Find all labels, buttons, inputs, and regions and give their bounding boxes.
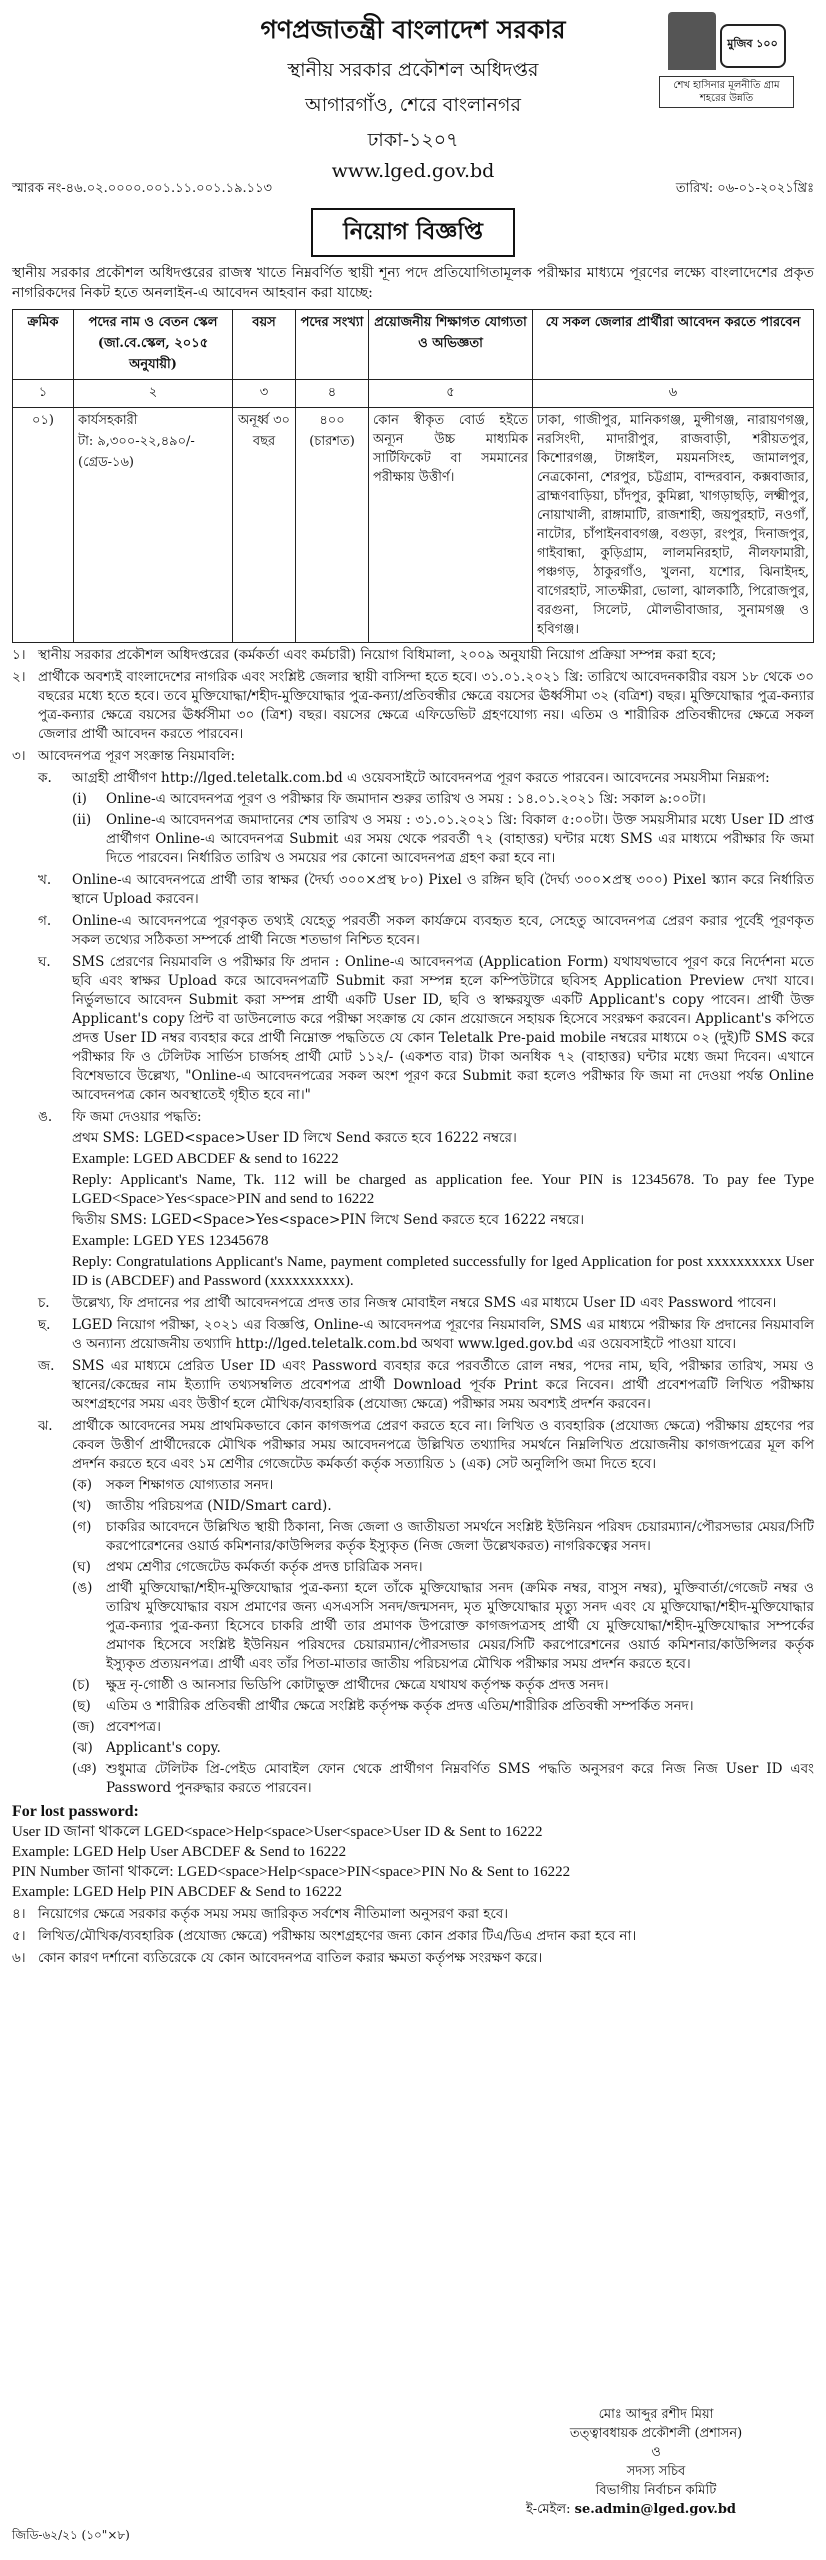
email-link[interactable]: se.admin@lged.gov.bd: [574, 2502, 737, 2517]
cell-serial: ০১): [13, 408, 74, 643]
condition-item: ৪। নিয়োগের ক্ষেত্রে সরকার কর্তৃক সময় সময় জারিকৃত সর্বশেষ নীতিমালা অনুসরণ করা হবে।: [12, 1906, 509, 1922]
lost-password-line: PIN Number জানা থাকলে: LGED<space>Help<space>PIN<space>PIN No & Sent to 16222: [12, 1864, 571, 1880]
sub-item: জ. SMS এর মাধ্যমে প্রেরিত User ID এবং Password ব্যবহার করে পরবর্তীতে রোল নম্বর, পদের নাম, ছবি, পরীক্ষার তারিখ, সময় ও স্থানের/কেন্দ্রের নাম ইত্যাদি তথ্যসম্বলিত প্রবেশপত্র প্রার্থী Download পূর্বক Print করে নিবেন। প্রার্থী প্রবেশপত্রটি লিখিত পরীক্ষায় অংশগ্রহণের সময় এবং উত্তীর্ণ হলে মৌখিক/ব্যবহারিক (প্রযোজ্য ক্ষেত্রে) পরীক্ষার সময় অবশ্যই প্রদর্শন করবেন।: [38, 1358, 814, 1412]
document-list-item: (ঝ) Applicant's copy.: [72, 1740, 221, 1756]
intro-paragraph: স্থানীয় সরকার প্রকৌশল অধিদপ্তরের রাজস্ব খাতে নিম্নবর্ণিত স্থায়ী শূন্য পদে প্রতিযোগিতামূলক পরীক্ষার মাধ্যমে পূরণের লক্ষ্যে বাংলাদেশের প্রকৃত নাগরিকদের নিকট হতে অনলাইন-এ আবেদন আহবান করা যাচ্ছে:: [12, 265, 814, 301]
lost-password-line: Example: LGED Help User ABCDEF & Send to 16222: [12, 1844, 347, 1860]
signatory-name: মোঃ আব্দুর রশীদ মিয়া: [598, 2407, 714, 2422]
lost-password-section: [12, 1802, 814, 1902]
memo-row: [12, 179, 814, 200]
logo-slogan: শেখ হাসিনার মূলনীতি গ্রাম শহরের উন্নতি: [659, 76, 794, 108]
table-number-row: [13, 380, 814, 408]
condition-item: ২। প্রার্থীকে অবশ্যই বাংলাদেশের নাগরিক এবং সংশ্লিষ্ট জেলার স্থায়ী বাসিন্দা হতে হবে। ৩১.০১.২০২১ খ্রি: তারিখে আবেদনকারীর বয়স ১৮ থেকে ৩০ বছরের মধ্যে হতে হবে। তবে মুক্তিযোদ্ধা/শহীদ-মুক্তিযোদ্ধার পুত্র-কন্যা/প্রতিবন্ধীর ক্ষেত্রে বয়সের ঊর্ধ্বসীমা ৩২ (বত্রিশ) বছর। মুক্তিযোদ্ধার পুত্র-কন্যার পুত্র-কন্যার ক্ষেত্রে বয়সের ঊর্ধ্বসীমা ৩০ (ত্রিশ) বছর। বয়সের ক্ষেত্রে এফিডেভিট গ্রহণযোগ্য নয়। এতিম ও শারীরিক প্রতিবন্ধীদের ক্ষেত্রে সকল জেলার প্রার্থী আবেদন করতে পারবেন।: [12, 669, 814, 742]
condition-item: ৬। কোন কারণ দর্শানো ব্যতিরেকে যে কোন আবেদনপত্র বাতিল করার ক্ষমতা কর্তৃপক্ষ সংরক্ষণ করে।: [12, 1950, 543, 1966]
sub-sub-item: (ii) Online-এ আবেদনপত্র জমাদানের শেষ তারিখ ও সময় : ৩১.০১.২০২১ খ্রি: বিকাল ৫:০০টা। উক্ত সময়সীমার মধ্যে User ID প্রাপ্ত প্রার্থীগণ Online-এ আবেদনপত্র Submit এর সময় থেকে পরবর্তী ৭২ (বাহাত্তর) ঘন্টার মধ্যে SMS এর মাধ্যমে পরীক্ষার ফি জমা দিতে পারবেন। নির্ধারিত তারিখ ও সময়ের পর কোনো আবেদনপত্র গ্রহণ করা হবে না।: [72, 812, 814, 866]
department-name: স্থানীয় সরকার প্রকৌশল অধিদপ্তর: [287, 59, 539, 81]
sms-example: Example: LGED ABCDEF & send to 16222: [72, 1151, 339, 1167]
memo-date: তারিখ: ০৬-০১-২০২১খ্রিঃ: [675, 181, 814, 196]
col-number: ৩: [233, 380, 296, 408]
document-list-item: (ছ) এতিম ও শারীরিক প্রতিবন্ধী প্রার্থীর ক্ষেত্রে সংশ্লিষ্ট কর্তৃপক্ষ কর্তৃক প্রদত্ত এতিম/শারীরিক প্রতিবন্ধী সম্পর্কিত সনদ।: [72, 1698, 694, 1714]
col-header-serial: ক্রমিক: [13, 310, 74, 380]
table-header-row: [13, 310, 814, 380]
col-header-districts: যে সকল জেলার প্রার্থীরা আবেদন করতে পারবেন: [533, 310, 814, 380]
notice-title: নিয়োগ বিজ্ঞপ্তি: [311, 208, 515, 257]
committee-name: বিভাগীয় নির্বাচন কমিটি: [595, 2483, 717, 2498]
col-number: ২: [74, 380, 233, 408]
sub-item: গ. Online-এ আবেদনপত্রে পূরণকৃত তথ্যই যেহেতু পরবর্তী সকল কার্যক্রমে ব্যবহৃত হবে, সেহেতু আবেদনপত্র প্রেরণ করার পূর্বেই পূরণকৃত সকল তথ্যের সঠিকতা সম্পর্কে প্রার্থী নিজে শতভাগ নিশ্চিত হবেন।: [38, 913, 814, 948]
col-header-count: পদের সংখ্যা: [296, 310, 369, 380]
cell-age: অনূর্ধ্ব ৩০ বছর: [233, 408, 296, 643]
final-conditions: [12, 1905, 814, 1968]
sub-item: ঙ. ফি জমা দেওয়ার পদ্ধতি:: [38, 1109, 202, 1125]
cell-qualification: কোন স্বীকৃত বোর্ড হইতে অন্যূন উচ্চ মাধ্যমিক সার্টিফিকেট বা সমমানের পরীক্ষায় উত্তীর্ণ।: [369, 408, 533, 643]
document-list-item: (খ) জাতীয় পরিচয়পত্র (NID/Smart card).: [72, 1498, 332, 1514]
sub-item: ছ. LGED নিয়োগ পরীক্ষা, ২০২১ এর বিজ্ঞপ্তি, Online-এ আবেদনপত্র পূরণের নিয়মাবলি, SMS এর মাধ্যমে পরীক্ষার ফি প্রদানের নিয়মাবলি ও অন্যান্য প্রয়োজনীয় তথ্যাদি http://lged.teletalk.com.bd অথবা www.lged.gov.bd এর ওয়েবসাইটে পাওয়া যাবে।: [38, 1317, 814, 1352]
portrait-image: [668, 12, 716, 70]
signatory-and: ও: [651, 2445, 661, 2460]
sub-sub-item: (i) Online-এ আবেদনপত্র পূরণ ও পরীক্ষার ফি জমাদান শুরুর তারিখ ও সময় : ১৪.০১.২০২১ খ্রি: সকাল ৯:০০টা।: [72, 791, 706, 807]
sub-item: খ. Online-এ আবেদনপত্রে প্রার্থী তার স্বাক্ষর (দৈর্ঘ্য ৩০০×প্রস্থ ৮০) Pixel ও রঙ্গিন ছবি (দৈর্ঘ্য ৩০০×প্রস্থ ৩০০) Pixel স্ক্যান করে নির্ধারিত স্থানে Upload করবেন।: [38, 872, 814, 907]
document-list-item: (জ) প্রবেশপত্র।: [72, 1719, 161, 1735]
condition-item: ৫। লিখিত/মৌখিক/ব্যবহারিক (প্রযোজ্য ক্ষেত্রে) পরীক্ষায় অংশগ্রহণের জন্য কোন প্রকার টিএ/ডিএ প্রদান করা হবে না।: [12, 1928, 637, 1944]
sub-item: ঝ. প্রার্থীকে আবেদনের সময় প্রাথমিকভাবে কোন কাগজপত্র প্রেরণ করতে হবে না। লিখিত ও ব্যবহারিক (প্রযোজ্য ক্ষেত্রে) পরীক্ষায় গ্রহণের পর কেবল উত্তীর্ণ প্রার্থীদেরকে মৌখিক পরীক্ষার সময় আবেদনপত্রে উল্লিখিত তথ্যাদির সমর্থনে নিম্নলিখিত প্রয়োজনীয় কাগজপত্রের মূল কপি প্রদর্শন করতে হবে এবং ১ম শ্রেণীর গেজেটেড কর্মকর্তা কর্তৃক সত্যায়িত ১ (এক) সেট অনুলিপি জমা দিতে হবে।: [38, 1418, 814, 1472]
condition-item: ৩। আবেদনপত্র পূরণ সংক্রান্ত নিয়মাবলি:: [12, 748, 236, 764]
cell-post: কার্যসহকারী টা: ৯,৩০০-২২,৪৯০/- (গ্রেড-১৬): [74, 408, 233, 643]
sms-example: Example: LGED YES 12345678: [72, 1233, 269, 1249]
sub-item: চ. উল্লেখ্য, ফি প্রদানের পর প্রার্থী আবেদনপত্রে প্রদত্ত তার নিজস্ব মোবাইল নম্বরে SMS এর মাধ্যমে User ID এবং Password পাবেন।: [38, 1295, 777, 1311]
mujib-100-logo: [659, 12, 794, 108]
lost-password-line: User ID জানা থাকলে LGED<space>Help<space>User<space>User ID & Sent to 16222: [12, 1824, 543, 1840]
document-list-item: (ক) সকল শিক্ষাগত যোগ্যতার সনদ।: [72, 1477, 274, 1493]
signatory-role: সদস্য সচিব: [626, 2464, 686, 2479]
col-number: ৬: [533, 380, 814, 408]
condition-item: ১। স্থানীয় সরকার প্রকৌশল অধিদপ্তরের (কর্মকর্তা এবং কর্মচারী) নিয়োগ বিধিমালা, ২০০৯ অনুযায়ী নিয়োগ প্রক্রিয়া সম্পন্ন করা হবে;: [12, 647, 717, 663]
government-name: গণপ্রজাতন্ত্রী বাংলাদেশ সরকার: [260, 15, 566, 44]
address-line: আগারগাঁও, শেরে বাংলানগর: [305, 94, 521, 116]
conditions-section: [12, 646, 814, 1798]
sub-item: ক. আগ্রহী প্রার্থীগণ http://lged.teletalk.com.bd এ ওয়েবসাইটে আবেদনপত্র পূরণ করতে পারবেন। আবেদনের সময়সীমা নিম্নরূপ:: [38, 770, 770, 786]
posts-table: [12, 309, 814, 643]
col-header-qualification: প্রয়োজনীয় শিক্ষাগত যোগ্যতা ও অভিজ্ঞতা: [369, 310, 533, 380]
website-line: www.lged.gov.bd: [331, 160, 495, 182]
mujib-emblem: মুজিব ১০০: [720, 24, 786, 68]
col-header-age: বয়স: [233, 310, 296, 380]
sms-instruction: দ্বিতীয় SMS: LGED<Space>Yes<space>PIN লিখে Send করতে হবে 16222 নম্বরে।: [72, 1212, 585, 1228]
sub-item: ঘ. SMS প্রেরণের নিয়মাবলি ও পরীক্ষার ফি প্রদান : Online-এ আবেদনপত্র (Application Form) যথাযথভাবে পূরণ করে নির্দেশনা মতে ছবি এবং স্বাক্ষর Upload করে আবেদনপত্রটি Submit করা সম্পন্ন হলে কম্পিউটারে ছবিসহ Application Preview দেখা যাবে। নির্ভুলভাবে আবেদন Submit করা সম্পন্ন প্রার্থী একটি User ID, ছবি ও স্বাক্ষরযুক্ত একটি Applicant's copy পাবেন। প্রার্থী উক্ত Applicant's copy প্রিন্ট বা ডাউনলোড করে পরীক্ষা সংক্রান্ত যে কোন প্রয়োজনে সহায়ক হিসেবে সংরক্ষণ করবেন। Applicant's কপিতে প্রদত্ত User ID নম্বর ব্যবহার করে প্রার্থী নিম্নোক্ত পদ্ধতিতে যে কোন Teletalk Pre-paid mobile নম্বরের মাধ্যমে ০২ (দুই)টি SMS করে পরীক্ষার ফি ও টেলিটক সার্ভিস চার্জসহ প্রার্থী মোট ১১২/- (একশত বার) টাকা অনধিক ৭২ (বাহাত্তর) ঘন্টার মধ্যে জমা দিবেন। এখানে বিশেষভাবে উল্লেখ্য, "Online-এ আবেদনপত্রের সকল অংশ পূরণ করে Submit করা হলেও পরীক্ষার ফি জমা না দেওয়া পর্যন্ত Online আবেদনপত্র কোন অবস্থাতেই গৃহীত হবে না।": [38, 954, 814, 1103]
memo-number: স্মারক নং-৪৬.০২.০০০০.০০১.১১.০০১.১৯.১১৩: [12, 181, 272, 196]
sms-instruction: প্রথম SMS: LGED<space>User ID লিখে Send করতে হবে 16222 নম্বরে।: [72, 1130, 517, 1146]
gd-footer: জিডি-৬২/২১ (১০"×৮): [12, 2528, 130, 2542]
col-header-post: পদের নাম ও বেতন স্কেল (জা.বে.স্কেল, ২০১৫ অনুযায়ী): [74, 310, 233, 380]
sms-reply: Reply: Congratulations Applicant's Name, payment completed successfully for lged Application for post xxxxxxxxxx User ID is (ABCDEF) and Password (xxxxxxxxxx).: [72, 1254, 814, 1289]
signatory-title: তত্ত্বাবধায়ক প্রকৌশলী (প্রশাসন): [569, 2426, 743, 2441]
document-list-item: (গ) চাকরির আবেদনে উল্লিখিত স্থায়ী ঠিকানা, নিজ জেলা ও জাতীয়তা সমর্থনে সংশ্লিষ্ট ইউনিয়ন পরিষদ চেয়ারম্যান/পৌরসভার মেয়র/সিটি করপোরেশনের ওয়ার্ড কমিশনার/কাউন্সিলর কর্তৃক ইস্যুকৃত (নিজ জেলা উল্লেখকরত) নাগরিকত্বের সনদ।: [72, 1519, 814, 1554]
lost-password-heading: For lost password:: [12, 1803, 139, 1820]
document-list-item: (ঙ) প্রার্থী মুক্তিযোদ্ধা/শহীদ-মুক্তিযোদ্ধার পুত্র-কন্যা হলে তাঁকে মুক্তিযোদ্ধার সনদ (ক্রমিক নম্বর, বাসুস নম্বর), মুক্তিবার্তা/গেজেট নম্বর ও তারিখ মুক্তিযোদ্ধার বয়স প্রমাণের জন্য এসএসসি সনদ/জন্মসনদ, মৃত মুক্তিযোদ্ধার মৃত্যু সনদ এবং যে মুক্তিযোদ্ধা/শহীদ-মুক্তিযোদ্ধার পুত্র-কন্যার পুত্র-কন্যা হিসেবে চাকরি প্রার্থী তার প্রমাণক উপরোক্ত কাগজপত্রসহ প্রার্থী যে মুক্তিযোদ্ধা/শহীদ-মুক্তিযোদ্ধার সম্পর্কের প্রমাণক হিসেবে সংশ্লিষ্ট ইউনিয়ন পরিষদের চেয়ারম্যান/পৌরসভার মেয়র/সিটি করপোরেশনের ওয়ার্ড কমিশনার/কাউন্সিলর কর্তৃক ইস্যুকৃত প্রত্যয়নপত্র। প্রার্থী এবং তাঁর পিতা-মাতার জাতীয় পরিচয়পত্র মৌখিক পরীক্ষার সময় প্রদর্শন করতে হবে।: [72, 1580, 814, 1672]
document-list-item: (ঞ) শুধুমাত্র টেলিটক প্রি-পেইড মোবাইল ফোন থেকে প্রার্থীগণ নিম্নবর্ণিত SMS পদ্ধতি অনুসরণ করে নিজ নিজ User ID এবং Password পুনরুদ্ধার করতে পারবেন।: [72, 1761, 814, 1796]
sms-reply: Reply: Applicant's Name, Tk. 112 will be charged as application fee. Your PIN is 12345678. To pay fee Type LGED<Space>Yes<space>PIN and send to 16222: [72, 1172, 814, 1207]
city-line: ঢাকা-১২০৭: [367, 129, 459, 151]
col-number: ১: [13, 380, 74, 408]
letterhead: [12, 8, 814, 182]
table-row: [13, 408, 814, 643]
email-line: ই-মেইল: se.admin@lged.gov.bd: [526, 2502, 737, 2517]
col-number: ৪: [296, 380, 369, 408]
cell-count: ৪০০ (চারশত): [296, 408, 369, 643]
document-list-item: (ঘ) প্রথম শ্রেণীর গেজেটেড কর্মকর্তা কর্তৃক প্রদত্ত চারিত্রিক সনদ।: [72, 1559, 423, 1575]
document-list-item: (চ) ক্ষুদ্র নৃ-গোষ্ঠী ও আনসার ভিডিপি কোটাভুক্ত প্রার্থীদের ক্ষেত্রে যথাযথ কর্তৃপক্ষ কর্তৃক প্রদত্ত সনদ।: [72, 1677, 609, 1693]
cell-districts: ঢাকা, গাজীপুর, মানিকগঞ্জ, মুন্সীগঞ্জ, নারায়ণগঞ্জ, নরসিংদী, মাদারীপুর, রাজবাড়ী, শরীয়তপুর, কিশোরগঞ্জ, টাঙ্গাইল, ময়মনসিংহ, জামালপুর, নেত্রকোনা, শেরপুর, চট্টগ্রাম, বান্দরবান, কক্সবাজার, ব্রাহ্মণবাড়িয়া, চাঁদপুর, কুমিল্লা, খাগড়াছড়ি, লক্ষ্মীপুর, নোয়াখালী, রাঙ্গামাটি, রাজশাহী, জয়পুরহাট, নওগাঁ, নাটোর, চাঁপাইনবাবগঞ্জ, বগুড়া, রংপুর, দিনাজপুর, গাইবান্ধা, কুড়িগ্রাম, লালমনিরহাট, নীলফামারী, পঞ্চগড়, ঠাকুরগাঁও, খুলনা, যশোর, ঝিনাইদহ, বাগেরহাট, সাতক্ষীরা, ভোলা, ঝালকাঠি, পিরোজপুর, বরগুনা, সিলেট, মৌলভীবাজার, সুনামগঞ্জ ও হবিগঞ্জ।: [533, 408, 814, 643]
lost-password-line: Example: LGED Help PIN ABCDEF & Send to 16222: [12, 1884, 342, 1900]
col-number: ৫: [369, 380, 533, 408]
signature-block: [526, 2405, 786, 2519]
